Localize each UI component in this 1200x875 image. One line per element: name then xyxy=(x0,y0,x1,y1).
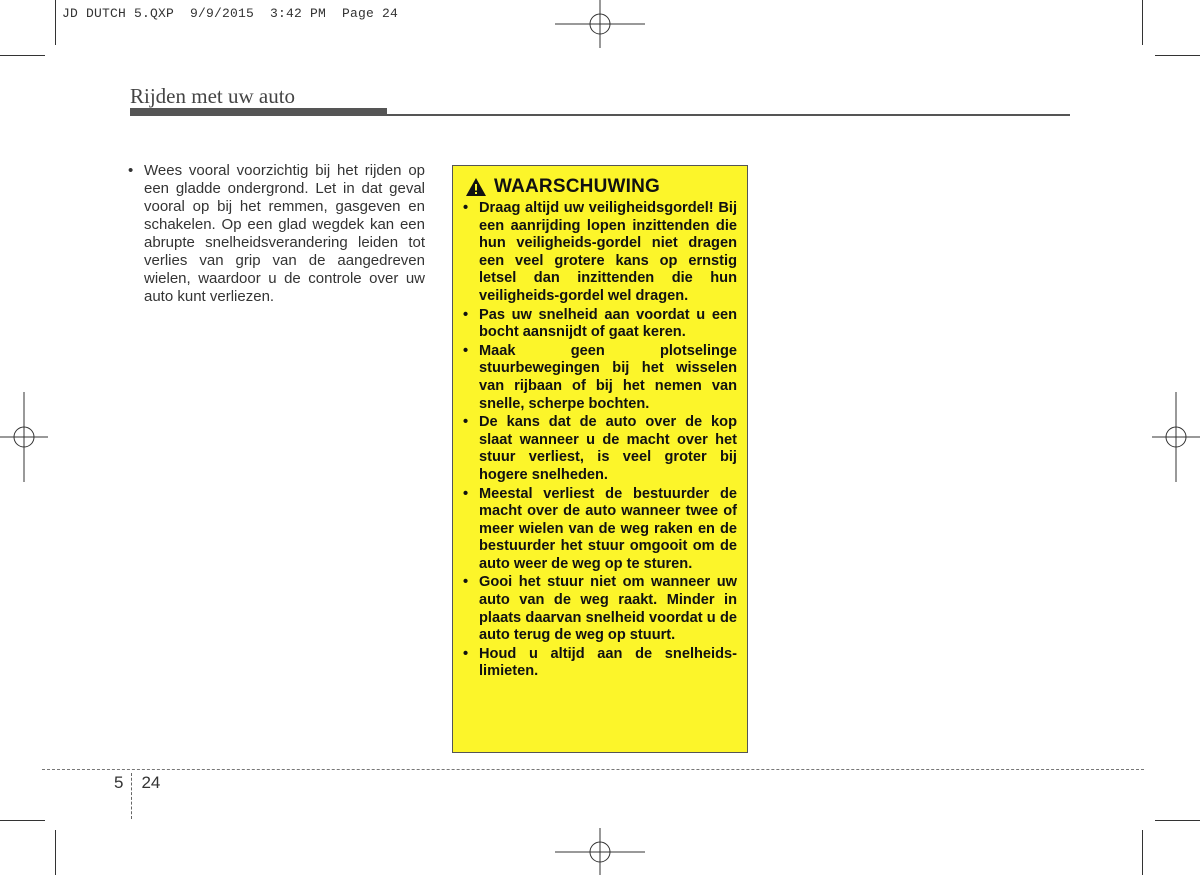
registration-mark-bottom xyxy=(555,828,645,875)
header-rule-accent xyxy=(130,108,387,115)
crop-mark xyxy=(0,820,45,821)
bullet: • xyxy=(463,485,469,502)
list-item xyxy=(463,574,737,644)
crop-mark xyxy=(55,830,56,875)
crop-mark xyxy=(0,55,45,56)
page-number xyxy=(114,773,160,819)
warning-list xyxy=(463,200,737,681)
page-section-title: Rijden met uw auto xyxy=(130,84,296,108)
warning-item-text: De kans dat de auto over de kop slaat wanneer u de macht over het stuur verliest, is veel groter bij hogere snelheden. xyxy=(479,414,737,483)
warning-item-text: Maak geen plotselinge stuurbewegingen bij het wisselen van rijbaan of bij het nemen van snelle, scherpe bochten. xyxy=(479,342,737,412)
warning-item-text: Meestal verliest de bestuurder de macht over de auto wanneer twee of meer wielen van de weg raken en de bestuurder het stuur omgooit om de auto weer de weg op te sturen. xyxy=(479,485,737,572)
warning-item-text: Houd u altijd aan de snelheids-limieten. xyxy=(479,645,737,680)
bullet: • xyxy=(463,306,469,323)
footer-rule xyxy=(42,769,1144,770)
page-number-divider xyxy=(131,773,133,819)
warning-item-text: Draag altijd uw veiligheidsgordel! Bij een aanrijding lopen inzittenden die hun veiligheids-gordel niet dragen een veel grotere kans op ernstig letsel dan inzittenden die hun veiligheids-gordel wel dragen. xyxy=(479,200,737,304)
list-item xyxy=(463,646,737,681)
chapter-number: 5 xyxy=(114,773,124,792)
warning-header xyxy=(463,176,737,198)
page-number-value: 24 xyxy=(141,773,161,792)
bullet: • xyxy=(463,414,469,431)
crop-mark xyxy=(55,0,56,45)
list-item xyxy=(463,307,737,342)
list-item xyxy=(463,486,737,574)
list-item xyxy=(463,414,737,484)
crop-mark xyxy=(1142,830,1143,875)
warning-item-text: Pas uw snelheid aan voordat u een bocht aansnijdt of gaat keren. xyxy=(479,306,737,341)
list-item xyxy=(128,162,425,306)
bullet: • xyxy=(463,342,469,359)
warning-box xyxy=(452,165,748,753)
body-text-column xyxy=(128,162,425,306)
list-item xyxy=(463,343,737,413)
warning-item-text: Gooi het stuur niet om wanneer uw auto van de weg raakt. Minder in plaats daarvan snelheid voordat u de auto terug de weg op stuurt. xyxy=(479,574,737,644)
crop-mark xyxy=(1155,55,1200,56)
list-item xyxy=(463,200,737,306)
registration-mark-left xyxy=(0,392,48,482)
bullet: • xyxy=(463,574,469,591)
bullet: • xyxy=(463,645,469,662)
registration-mark-top xyxy=(555,0,645,50)
registration-mark-right xyxy=(1152,392,1200,482)
bullet: • xyxy=(463,200,469,216)
crop-mark xyxy=(1155,820,1200,821)
bullet: • xyxy=(128,162,134,179)
warning-triangle-icon xyxy=(465,177,487,197)
crop-mark xyxy=(1142,0,1143,45)
print-slug-line: JD DUTCH 5.QXP 9/9/2015 3:42 PM Page 24 xyxy=(62,6,399,21)
body-paragraph: Wees vooral voorzichtig bij het rijden op een gladde ondergrond. Let in dat geval vooral op bij het remmen, gasgeven en schakelen. Op een glad wegdek kan een abrupte snelheidsverandering leiden tot verlies van grip van de aangedreven wielen, waardoor u de controle over uw auto kunt verliezen. xyxy=(144,162,425,305)
warning-title: WAARSCHUWING xyxy=(494,176,660,197)
